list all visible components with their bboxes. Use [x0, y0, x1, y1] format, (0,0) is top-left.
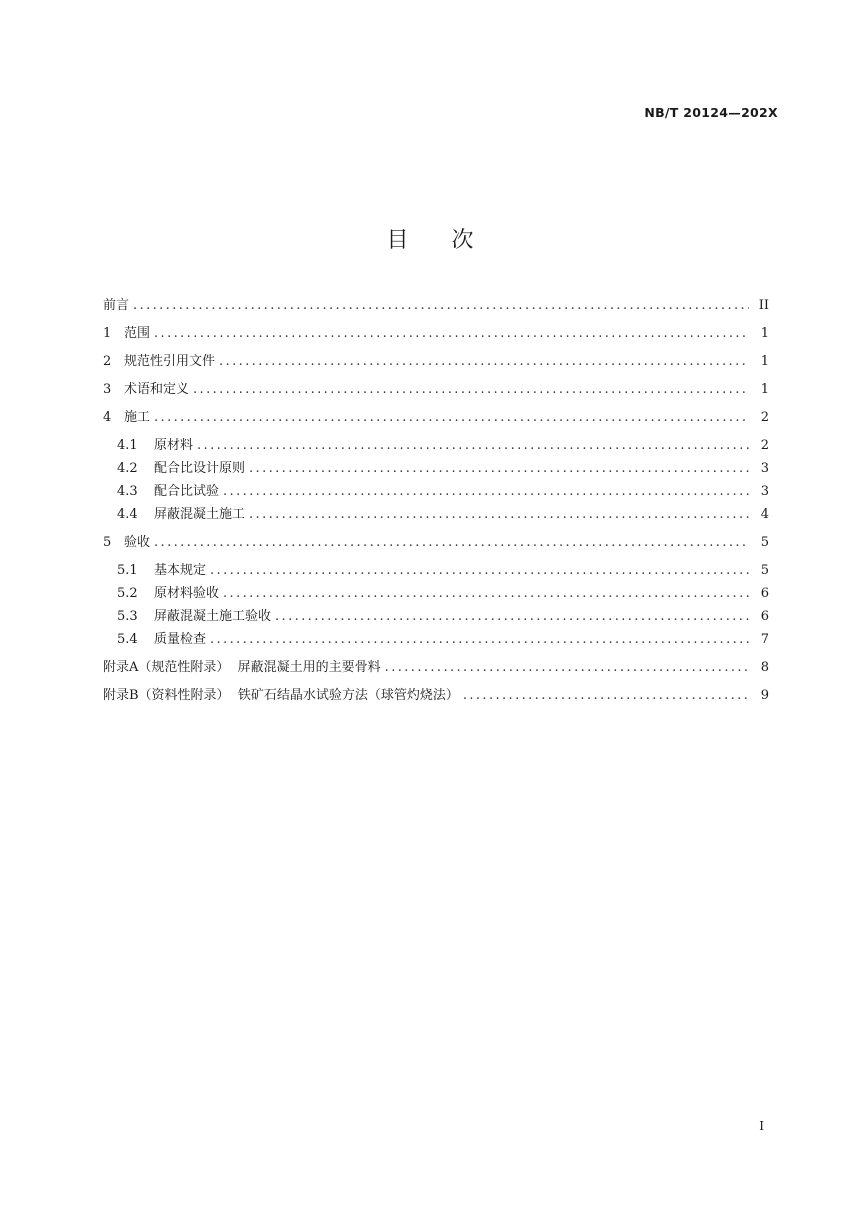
toc-entry-page: 8	[760, 660, 769, 675]
toc-entry-page: 9	[760, 688, 769, 703]
page-title: 目 次	[386, 228, 492, 253]
toc-entry-title: 验收	[124, 535, 151, 550]
toc-dot-leader	[154, 326, 749, 341]
toc-entry-appendix-a[interactable]	[103, 656, 769, 684]
toc-entry-page: 1	[760, 382, 769, 397]
toc-entry-page: 1	[760, 326, 769, 341]
toc-entry-page: 4	[760, 507, 769, 522]
toc-entry-acceptance[interactable]	[103, 531, 769, 559]
toc-entry-number: 3	[103, 382, 112, 397]
toc-entry-page: 3	[760, 461, 769, 476]
toc-entry-title: 施工	[124, 410, 151, 425]
toc-entry-shielding-concrete-construction[interactable]	[103, 503, 769, 531]
toc-entry-title: 术语和定义	[124, 382, 190, 397]
toc-dot-leader	[154, 535, 749, 550]
toc-entry-page: 3	[760, 484, 769, 499]
toc-entry-page: 2	[760, 410, 769, 425]
toc-entry-appendix-b[interactable]	[103, 684, 769, 712]
toc-dot-leader	[275, 609, 749, 624]
toc-entry-scope[interactable]	[103, 322, 769, 350]
document-code: NB/T 20124—202X	[644, 105, 778, 120]
toc-entry-title: 质量检查	[154, 632, 207, 647]
toc-entry-title: 配合比试验	[154, 484, 220, 499]
toc-entry-title: 范围	[124, 326, 151, 341]
toc-entry-number: 5	[103, 535, 112, 550]
toc-entry-terms-definitions[interactable]	[103, 378, 769, 406]
toc-entry-page: 1	[760, 354, 769, 369]
toc-entry-title: 附录A（规范性附录） 屏蔽混凝土用的主要骨料	[103, 660, 381, 675]
toc-dot-leader	[210, 563, 749, 578]
toc-entry-construction-acceptance[interactable]	[103, 605, 769, 628]
toc-entry-number: 4.1	[117, 438, 138, 453]
toc-entry-foreword[interactable]	[103, 294, 769, 322]
toc-dot-leader	[249, 507, 749, 522]
toc-entry-page: II	[758, 298, 769, 313]
toc-dot-leader	[193, 382, 749, 397]
toc-entry-quality-inspection[interactable]	[103, 628, 769, 656]
toc-dot-leader	[197, 438, 749, 453]
toc-entry-normative-references[interactable]	[103, 350, 769, 378]
toc-entry-number: 1	[103, 326, 112, 341]
toc-entry-title: 原材料验收	[154, 586, 220, 601]
toc-entry-number: 5.1	[117, 563, 138, 578]
toc-entry-page: 5	[760, 563, 769, 578]
toc-entry-mix-trial[interactable]	[103, 480, 769, 503]
toc-entry-page: 6	[760, 586, 769, 601]
toc-entry-title: 配合比设计原则	[154, 461, 246, 476]
toc-entry-title: 基本规定	[154, 563, 207, 578]
toc-entry-number: 5.4	[117, 632, 138, 647]
toc-entry-number: 5.2	[117, 586, 138, 601]
toc-entry-title: 屏蔽混凝土施工验收	[154, 609, 272, 624]
toc-entry-title: 屏蔽混凝土施工	[154, 507, 246, 522]
toc-dot-leader	[463, 688, 749, 703]
toc-dot-leader	[223, 484, 749, 499]
toc-entry-number: 4.2	[117, 461, 138, 476]
toc-dot-leader	[210, 632, 749, 647]
toc-dot-leader	[219, 354, 749, 369]
toc-entry-raw-material-acceptance[interactable]	[103, 582, 769, 605]
toc-entry-number: 2	[103, 354, 112, 369]
toc-entry-page: 6	[760, 609, 769, 624]
toc-entry-page: 5	[760, 535, 769, 550]
toc-entry-number: 4.3	[117, 484, 138, 499]
toc-dot-leader	[249, 461, 749, 476]
toc-entry-title: 前言	[103, 298, 130, 313]
table-of-contents	[103, 294, 769, 712]
toc-entry-title: 原材料	[154, 438, 194, 453]
toc-entry-number: 5.3	[117, 609, 138, 624]
toc-entry-basic-provisions[interactable]	[103, 559, 769, 582]
toc-entry-title: 规范性引用文件	[124, 354, 216, 369]
toc-entry-raw-materials[interactable]	[103, 434, 769, 457]
toc-entry-number: 4.4	[117, 507, 138, 522]
toc-dot-leader	[133, 298, 749, 313]
toc-entry-number: 4	[103, 410, 112, 425]
toc-dot-leader	[154, 410, 749, 425]
page-number: I	[759, 1119, 764, 1133]
toc-dot-leader	[385, 660, 749, 675]
toc-entry-page: 7	[760, 632, 769, 647]
toc-dot-leader	[223, 586, 749, 601]
toc-entry-page: 2	[760, 438, 769, 453]
toc-entry-mix-design-principles[interactable]	[103, 457, 769, 480]
toc-entry-construction[interactable]	[103, 406, 769, 434]
toc-entry-title: 附录B（资料性附录） 铁矿石结晶水试验方法（球管灼烧法）	[103, 688, 459, 703]
